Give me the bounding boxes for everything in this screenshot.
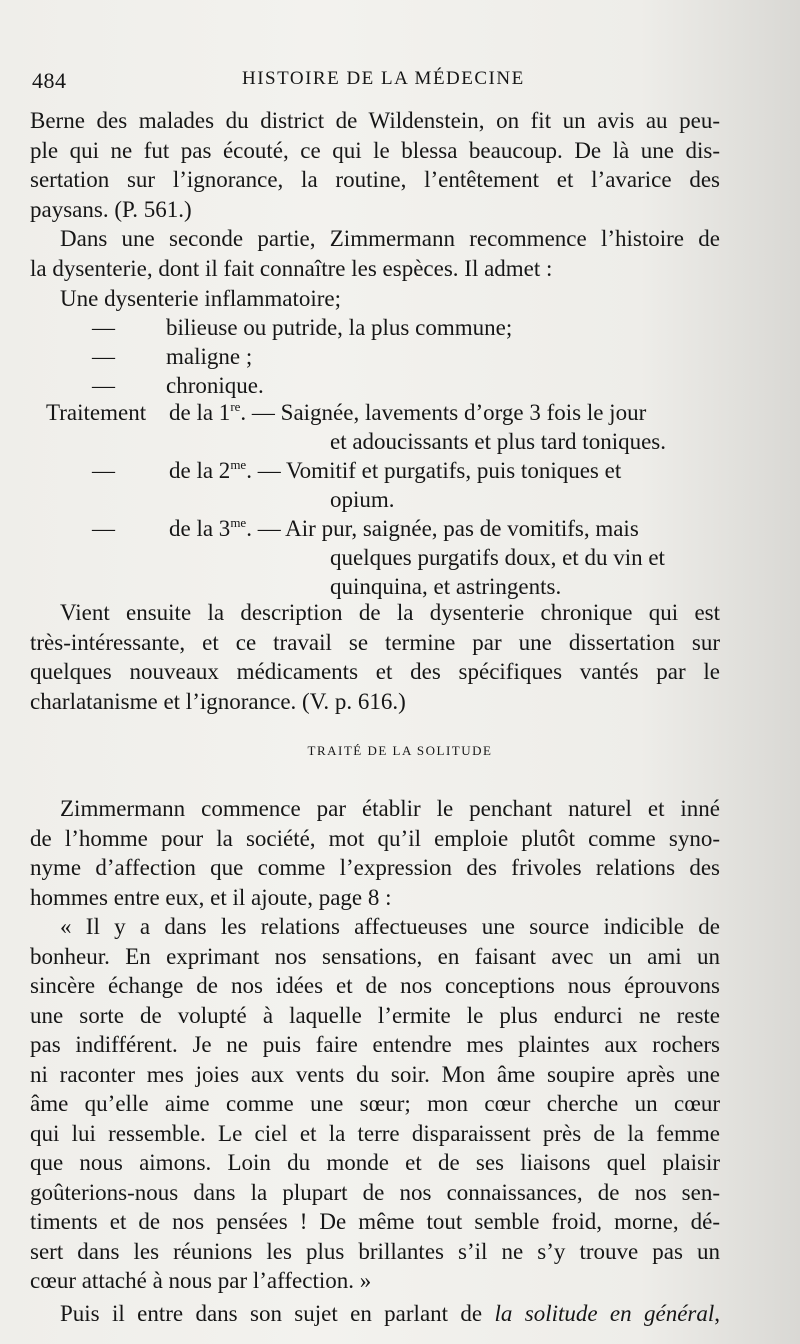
text-line: quelques nouveaux médicaments et des spécifiques vantés par le: [30, 659, 720, 684]
text-line: Zimmermann commence par établir le penchant naturel et inné: [60, 796, 720, 821]
treatment-row-continuation: opium.: [330, 487, 395, 512]
treatment-row-continuation: et adoucissants et plus tard toniques.: [330, 429, 666, 454]
treatment-row-continuation: quinquina, et astringents.: [330, 574, 562, 599]
text-line: très-intéressante, et ce travail se termine par une dissertation sur: [30, 629, 720, 655]
section-title: TRAITÉ DE LA SOLITUDE: [307, 743, 493, 758]
quote-line: pas indifférent. Je ne puis faire entendre mes plaintes aux rochers: [30, 1032, 720, 1057]
quote-line: qui lui ressemble. Le ciel et la terre disparaissent près de la femme: [30, 1120, 720, 1146]
text-line: ple qui ne fut pas écouté, ce qui le blessa beaucoup. De là une dis-: [30, 137, 720, 163]
paragraph-solitude-intro: [30, 794, 720, 912]
text-line: Dans une seconde partie, Zimmermann recommence l’histoire de: [60, 226, 720, 251]
text-line: la dysenterie, dont il fait connaître les espèces. Il admet :: [30, 255, 553, 281]
text-line: nyme d’affection que comme l’expression des frivoles relations des: [30, 855, 720, 880]
list-item: — bilieuse ou putride, la plus commune;: [92, 315, 513, 340]
quote-line: timents et de nos pensées ! De même tout semble froid, morne, dé-: [30, 1209, 720, 1234]
list-item: — maligne ;: [92, 344, 253, 369]
text-line: de l’homme pour la société, mot qu’il emploie plutôt comme syno-: [30, 825, 720, 851]
paragraph-last-line: [30, 1299, 720, 1329]
treatment-table: [30, 398, 720, 601]
page-number: 484: [32, 68, 67, 93]
quotation-block: [30, 912, 720, 1296]
text-line: charlatanisme et l’ignorance. (V. p. 616.): [30, 688, 406, 714]
quote-line: âme qu’elle aime comme une sœur; mon cœur cherche un cœur: [30, 1091, 720, 1116]
quote-line: sert dans les réunions les plus brillantes s’il ne s’y trouve pas un: [30, 1238, 720, 1264]
list-item: Une dysenterie inflammatoire;: [60, 286, 342, 311]
text-line: Puis il entre dans son sujet en parlant de la solitude en général,: [60, 1301, 721, 1326]
quote-line: une sorte de volupté à laquelle l’ermite le plus endurci ne reste: [30, 1002, 720, 1028]
running-title: HISTOIRE DE LA MÉDECINE: [242, 68, 525, 89]
quote-line: goûterions-nous dans la plupart de nos connaissances, de nos sen-: [30, 1179, 720, 1205]
quote-line: ni raconter mes joies aux vents du soir. Mon âme soupire après une: [30, 1061, 720, 1087]
treatment-row: — de la $3^{me}$. — Air pur, saignée, pas de vomitifs, mais: [92, 515, 639, 541]
text-line: Vient ensuite la description de la dysenterie chronique qui est: [60, 600, 720, 625]
treatment-row-continuation: quelques purgatifs doux, et du vin et: [330, 545, 665, 570]
text-line: paysans. (P. 561.): [30, 196, 192, 222]
quote-line: cœur attaché à nous par l’affection. »: [30, 1268, 372, 1293]
paragraph-dysentery-species: [30, 224, 720, 283]
paragraph-chronic-dysentery: [30, 598, 720, 716]
text-line: sertation sur l’ignorance, la routine, l’entêtement et l’avarice des: [30, 167, 720, 192]
treatment-row: — de la $2^{me}$. — Vomitif et purgatifs, puis toniques et: [92, 457, 622, 483]
quote-line: que nous aimons. Loin du monde et de ses liaisons quel plaisir: [30, 1150, 720, 1175]
quote-line: « Il y a dans les relations affectueuses une source indicible de: [60, 914, 720, 939]
text-line: hommes entre eux, et il ajoute, page 8 :: [30, 884, 392, 910]
list-item: — chronique.: [92, 373, 264, 398]
text-line: Berne des malades du district de Wildenstein, on fit un avis au peu-: [30, 108, 720, 133]
quote-line: sincère échange de nos idées et de nos conceptions nous éprouvons: [30, 973, 720, 998]
dysentery-types-list: [30, 284, 720, 400]
quote-line: bonheur. En exprimant nos sensations, en faisant avec un ami un: [30, 943, 720, 969]
paragraph-continuation: [30, 106, 720, 224]
treatment-row: Traitement de la 1re. — Saignée, lavements d’orge 3 fois le jour: [46, 399, 647, 425]
